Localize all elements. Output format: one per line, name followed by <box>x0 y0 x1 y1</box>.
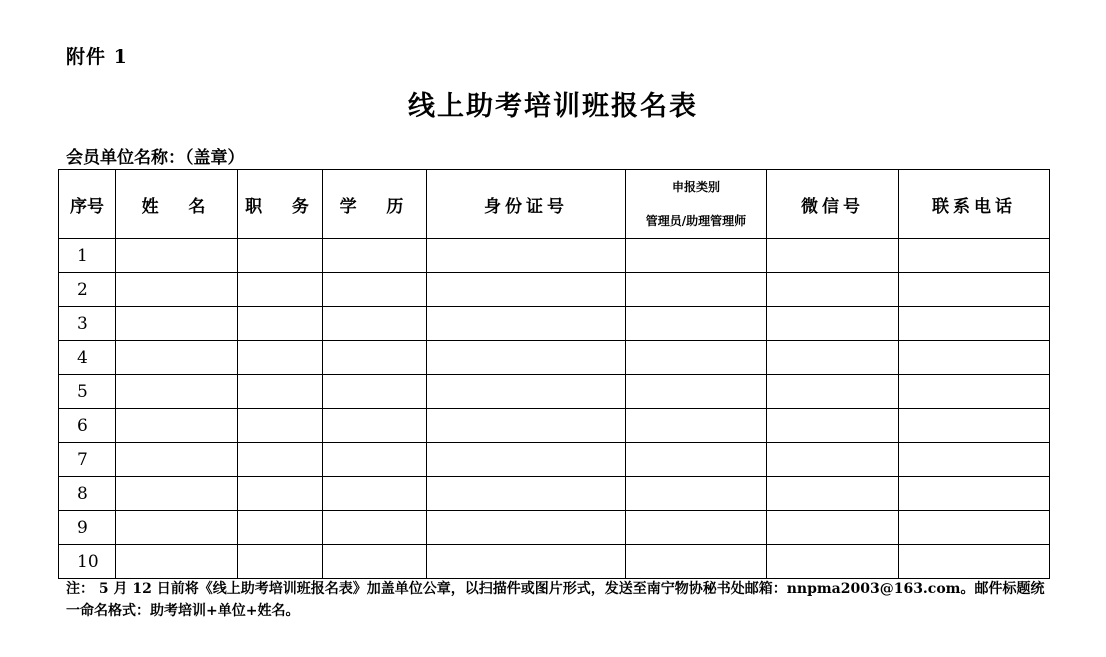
name-cell[interactable] <box>116 443 238 477</box>
phone-cell[interactable] <box>899 273 1050 307</box>
wechat-cell[interactable] <box>767 409 899 443</box>
position-cell[interactable] <box>238 273 323 307</box>
position-cell[interactable] <box>238 307 323 341</box>
id-number-cell[interactable] <box>427 375 626 409</box>
table-row <box>59 443 1050 477</box>
name-cell[interactable] <box>116 273 238 307</box>
wechat-cell[interactable] <box>767 341 899 375</box>
row-number: 2 <box>59 273 116 307</box>
header-phone: 联系电话 <box>899 170 1050 239</box>
phone-cell[interactable] <box>899 443 1050 477</box>
table-row <box>59 341 1050 375</box>
wechat-cell[interactable] <box>767 477 899 511</box>
position-cell[interactable] <box>238 477 323 511</box>
wechat-cell[interactable] <box>767 443 899 477</box>
category-cell[interactable] <box>626 375 767 409</box>
education-cell[interactable] <box>323 477 427 511</box>
education-cell[interactable] <box>323 375 427 409</box>
name-cell[interactable] <box>116 239 238 273</box>
wechat-cell[interactable] <box>767 545 899 579</box>
table-row <box>59 239 1050 273</box>
table-row <box>59 477 1050 511</box>
wechat-cell[interactable] <box>767 375 899 409</box>
header-no: 序号 <box>59 170 116 239</box>
id-number-cell[interactable] <box>427 443 626 477</box>
header-position: 职 务 <box>238 170 323 239</box>
position-cell[interactable] <box>238 375 323 409</box>
row-number: 1 <box>59 239 116 273</box>
header-category-line2: 管理员/助理管理师 <box>645 214 747 228</box>
row-number: 9 <box>59 511 116 545</box>
id-number-cell[interactable] <box>427 273 626 307</box>
name-cell[interactable] <box>116 477 238 511</box>
education-cell[interactable] <box>323 273 427 307</box>
phone-cell[interactable] <box>899 545 1050 579</box>
wechat-cell[interactable] <box>767 307 899 341</box>
education-cell[interactable] <box>323 545 427 579</box>
table-row <box>59 273 1050 307</box>
table-header-row <box>59 170 1050 239</box>
id-number-cell[interactable] <box>427 239 626 273</box>
id-number-cell[interactable] <box>427 409 626 443</box>
name-cell[interactable] <box>116 545 238 579</box>
row-number: 6 <box>59 409 116 443</box>
phone-cell[interactable] <box>899 477 1050 511</box>
table-row <box>59 511 1050 545</box>
name-cell[interactable] <box>116 341 238 375</box>
name-cell[interactable] <box>116 511 238 545</box>
header-name: 姓 名 <box>116 170 238 239</box>
attachment-label: 附件 1 <box>66 46 128 68</box>
education-cell[interactable] <box>323 307 427 341</box>
id-number-cell[interactable] <box>427 545 626 579</box>
category-cell[interactable] <box>626 409 767 443</box>
name-cell[interactable] <box>116 375 238 409</box>
id-number-cell[interactable] <box>427 307 626 341</box>
form-title: 线上助考培训班报名表 <box>408 91 698 122</box>
position-cell[interactable] <box>238 409 323 443</box>
education-cell[interactable] <box>323 239 427 273</box>
phone-cell[interactable] <box>899 375 1050 409</box>
wechat-cell[interactable] <box>767 511 899 545</box>
position-cell[interactable] <box>238 341 323 375</box>
id-number-cell[interactable] <box>427 477 626 511</box>
education-cell[interactable] <box>323 341 427 375</box>
education-cell[interactable] <box>323 409 427 443</box>
row-number: 10 <box>59 545 116 579</box>
category-cell[interactable] <box>626 341 767 375</box>
unit-name-label: 会员单位名称：（盖章） <box>66 148 245 168</box>
row-number: 3 <box>59 307 116 341</box>
row-number: 8 <box>59 477 116 511</box>
id-number-cell[interactable] <box>427 511 626 545</box>
category-cell[interactable] <box>626 307 767 341</box>
table-row <box>59 307 1050 341</box>
header-wechat: 微信号 <box>767 170 899 239</box>
category-cell[interactable] <box>626 545 767 579</box>
name-cell[interactable] <box>116 307 238 341</box>
position-cell[interactable] <box>238 239 323 273</box>
phone-cell[interactable] <box>899 307 1050 341</box>
education-cell[interactable] <box>323 511 427 545</box>
registration-table <box>58 169 1050 579</box>
id-number-cell[interactable] <box>427 341 626 375</box>
position-cell[interactable] <box>238 545 323 579</box>
table-row <box>59 375 1050 409</box>
category-cell[interactable] <box>626 239 767 273</box>
category-cell[interactable] <box>626 477 767 511</box>
row-number: 7 <box>59 443 116 477</box>
note-text: 注： 5 月 12 日前将《线上助考培训班报名表》加盖单位公章，以扫描件或图片形式，发送至南宁物协秘书处邮箱：nnpma2003@163.com。邮件标题统一命名格式：助考培训+单位+姓名。 <box>66 581 1045 619</box>
wechat-cell[interactable] <box>767 273 899 307</box>
row-number: 4 <box>59 341 116 375</box>
header-category <box>626 170 767 239</box>
position-cell[interactable] <box>238 443 323 477</box>
row-number: 5 <box>59 375 116 409</box>
wechat-cell[interactable] <box>767 239 899 273</box>
position-cell[interactable] <box>238 511 323 545</box>
category-cell[interactable] <box>626 443 767 477</box>
phone-cell[interactable] <box>899 239 1050 273</box>
name-cell[interactable] <box>116 409 238 443</box>
header-id-number: 身份证号 <box>427 170 626 239</box>
table-row <box>59 409 1050 443</box>
education-cell[interactable] <box>323 443 427 477</box>
header-education: 学 历 <box>323 170 427 239</box>
category-cell[interactable] <box>626 273 767 307</box>
table-row <box>59 545 1050 579</box>
phone-cell[interactable] <box>899 341 1050 375</box>
category-cell[interactable] <box>626 511 767 545</box>
phone-cell[interactable] <box>899 409 1050 443</box>
phone-cell[interactable] <box>899 511 1050 545</box>
header-category-line1: 申报类别 <box>671 180 720 194</box>
